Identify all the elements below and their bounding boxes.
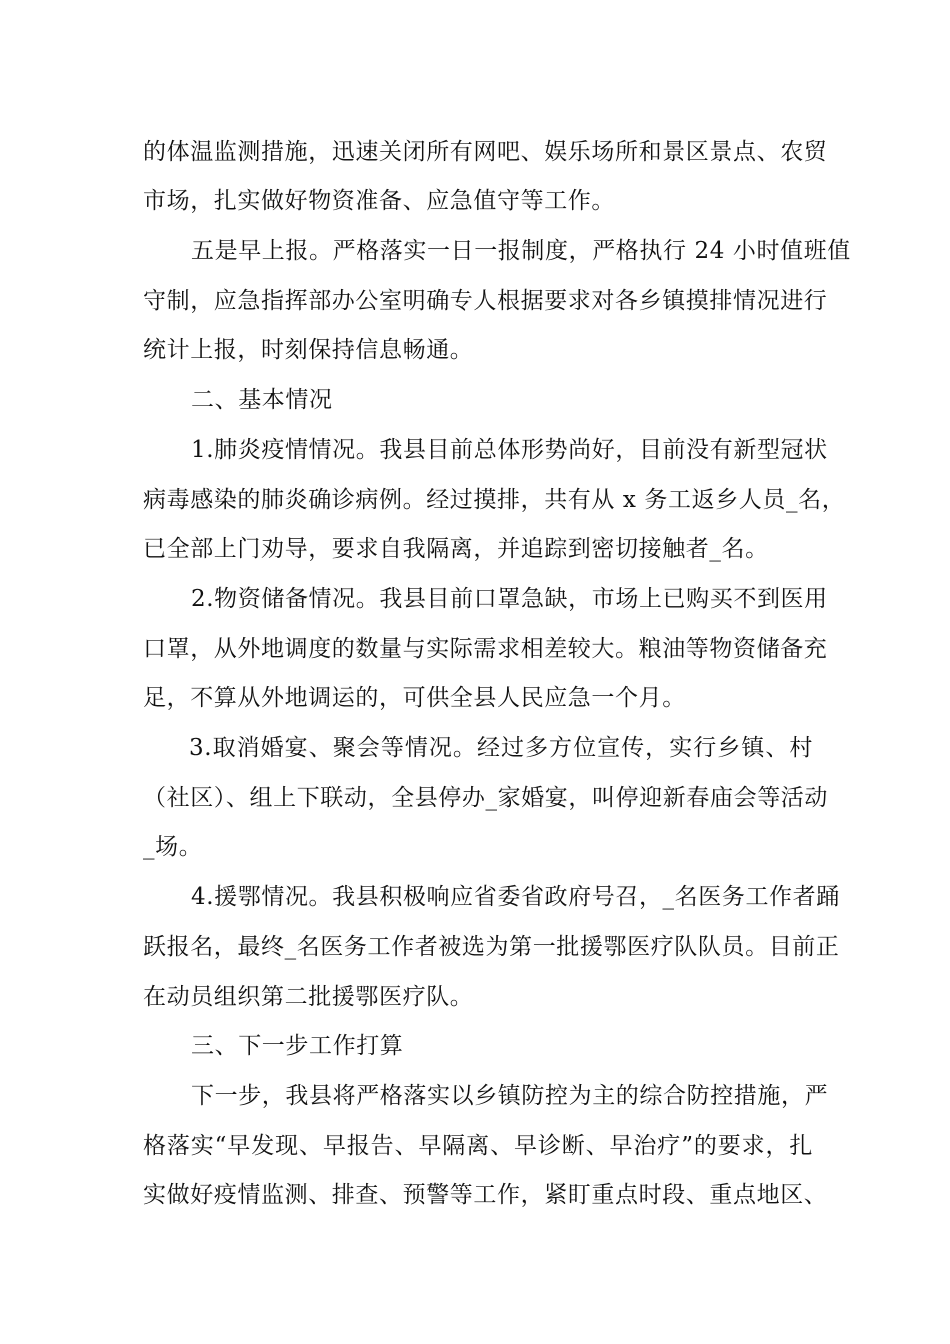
section-heading: 二、基本情况 (191, 387, 333, 413)
text-line: 实做好疫情监测、排查、预警等工作，紧盯重点时段、重点地区、 (143, 1182, 828, 1208)
text-line: 4.援鄂情况。我县积极响应省委省政府号召，_名医务工作者踊 (191, 884, 840, 910)
text-line: _场。 (143, 834, 203, 860)
text-line: 病毒感染的肺炎确诊病例。经过摸排，共有从 x 务工返乡人员_名， (143, 487, 846, 513)
text-line: 已全部上门劝导，要求自我隔离，并追踪到密切接触者_名。 (143, 536, 769, 562)
text-line: 2.物资储备情况。我县目前口罩急缺，市场上已购买不到医用 (191, 586, 828, 612)
text-line: 在动员组织第二批援鄂医疗队。 (143, 984, 474, 1010)
text-line: 1.肺炎疫情情况。我县目前总体形势尚好，目前没有新型冠状 (191, 437, 828, 463)
text-line: 口罩，从外地调度的数量与实际需求相差较大。粮油等物资储备充 (143, 636, 828, 662)
text-line: 足，不算从外地调运的，可供全县人民应急一个月。 (143, 685, 686, 711)
text-line: 统计上报，时刻保持信息畅通。 (143, 337, 474, 363)
text-line: （社区）、组上下联动，全县停办_家婚宴，叫停迎新春庙会等活动 (143, 785, 828, 811)
text-line: 跃报名，最终_名医务工作者被选为第一批援鄂医疗队队员。目前正 (143, 934, 840, 960)
text-line: 下一步，我县将严格落实以乡镇防控为主的综合防控措施，严 (191, 1083, 829, 1109)
text-line: 格落实“早发现、早报告、早隔离、早诊断、早治疗”的要求，扎 (143, 1133, 813, 1159)
text-line: 的体温监测措施，迅速关闭所有网吧、娱乐场所和景区景点、农贸 (143, 139, 828, 165)
text-line: 3.取消婚宴、聚会等情况。经过多方位宣传，实行乡镇、村 (189, 735, 813, 761)
section-heading: 三、下一步工作打算 (191, 1033, 404, 1059)
text-line: 五是早上报。严格落实一日一报制度，严格执行 24 小时值班值 (191, 238, 851, 264)
text-line: 市场，扎实做好物资准备、应急值守等工作。 (143, 188, 615, 214)
text-line: 守制，应急指挥部办公室明确专人根据要求对各乡镇摸排情况进行 (143, 288, 828, 314)
